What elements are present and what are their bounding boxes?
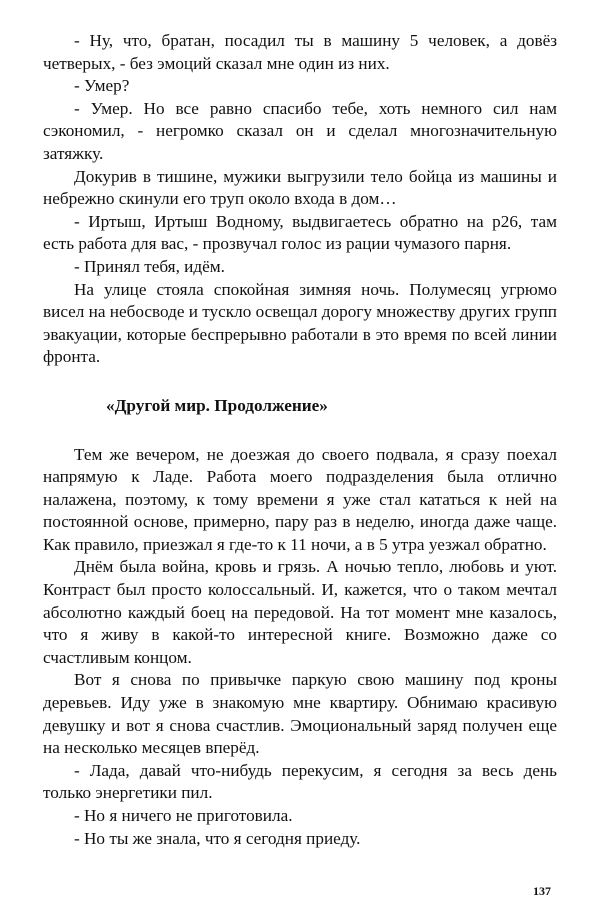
paragraph: - Принял тебя, идём. — [74, 256, 225, 276]
paragraph: - Но я ничего не приготовила. — [74, 806, 293, 825]
paragraph: Днём была война, кровь и грязь. А ночью тепло, любовь и уют. Контраст был просто колоссальный. И, кажется, что о таком мечтал абсолютно каждый боец на передовой. На тот момент мне казалось, что я живу в какой-то интересной книге. Возможно даже со счастливым концом. — [43, 557, 557, 667]
book-page — [43, 30, 557, 850]
page-number: 137 — [533, 884, 551, 898]
paragraph: Докурив в тишине, мужики выгрузили тело бойца из машины и небрежно скинули его труп около входа в дом… — [43, 166, 557, 209]
paragraph: - Ну, что, братан, посадил ты в машину 5 человек, а довёз четверых, - без эмоций сказал мне один из них. — [43, 31, 557, 73]
paragraph: Тем же вечером, не доезжая до своего подвала, я сразу поехал напрямую к Ладе. Работа моего подразделения была отлично налажена, поэтому, к тому времени я уже стал кататься к ней на постоянной основе, примерно, пару раз в неделю, иногда даже чаще. Как правило, приезжал я где-то к 11 ночи, а в 5 утра уезжал обратно. — [43, 444, 557, 554]
paragraph: На улице стояла спокойная зимняя ночь. Полумесяц угрюмо висел на небосводе и тускло освещал дорогу множеству других групп эвакуации, которые беспрерывно работали в это время по всей линии фронта. — [43, 279, 557, 367]
paragraph: - Иртыш, Иртыш Водному, выдвигаетесь обратно на р26, там есть работа для вас, - прозвучал голос из рации чумазого парня. — [43, 211, 557, 254]
paragraph: - Лада, давай что-нибудь перекусим, я сегодня за весь день только энергетики пил. — [43, 760, 557, 803]
section-heading: «Другой мир. Продолжение» — [106, 395, 328, 415]
paragraph: - Умер? — [74, 76, 130, 96]
paragraph: - Умер. Но все равно спасибо тебе, хоть немного сил нам сэкономил, - негромко сказал он и сделал многозначительную затяжку. — [43, 98, 557, 163]
paragraph: Вот я снова по привычке паркую свою машину под кроны деревьев. Иду уже в знакомую мне квартиру. Обнимаю красивую девушку и вот я снова счастлив. Эмоциональный заряд получен еще на несколько месяцев вперёд. — [43, 670, 557, 758]
paragraph: - Но ты же знала, что я сегодня приеду. — [74, 828, 361, 848]
